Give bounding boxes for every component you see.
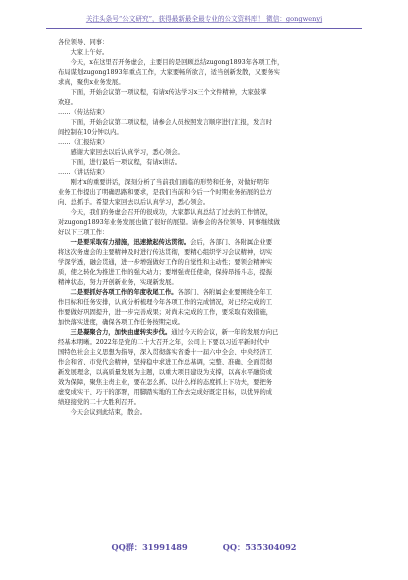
text-line: 布局谋划zugong1893年重点工作，大家要畅所欲言，适当创新发散，又要务实 <box>58 69 280 76</box>
text-line: 作目标和任务安排，认真分析梳理今年各项工作的完成情况，对已经完成的工 <box>58 299 273 306</box>
text-line: 精神状态，努力开创新业务，实现新发展。 <box>58 279 178 286</box>
qq-contact-number: QQ：535304092 <box>222 542 297 552</box>
salutation: 各位领导、同事： <box>58 39 109 46</box>
point-one-heading: 一是要采取有力措施，迅速掀起传达贯彻。 <box>70 239 191 246</box>
note-line: ……（讲话结束） <box>58 169 109 176</box>
text-line: 对zugong1893年业务发展也做了很好的展望。请参会的各位领导、同事继续做 <box>58 219 280 226</box>
text-line: 国特色社会主义思想为指导，深入贯彻落实省委十一届六中全会、中央经济工 <box>58 349 273 356</box>
text-line: 好以下三项工作： <box>58 229 109 236</box>
point-two-heading: 二是要抓好各项工作的年度收尾工作。 <box>70 289 178 296</box>
text-line: 质，使之转化为推进工作的强大动力；要增强责任使命，保持昂扬斗志，提振 <box>58 269 273 276</box>
text-line <box>58 238 354 248</box>
text-line: 加快落实进度，确保各项工作任务按期完成。 <box>58 319 184 326</box>
text-line: 向、总抓手。希望大家回去以后认真学习，悉心领会。 <box>58 199 210 206</box>
text-line: 求真，聚焦x业务发展。 <box>58 79 125 86</box>
note-line: ……（传达结束） <box>58 109 109 116</box>
text-line: 经基本明晰。2022年是党的二十大召开之年，公司上下要以习近平新时代中 <box>58 339 270 346</box>
text-line <box>58 328 354 338</box>
text-line: 作会和省、市党代会精神，坚持稳中求进工作总基调，完整、准确、全面贯彻 <box>58 359 273 366</box>
text-line: 下面，开始会议第二项议程，请参会人员按照发言顺序进行汇报，发言时 <box>70 119 272 126</box>
point-three-heading: 三是凝聚合力，加快由虚转实步伐。 <box>70 329 172 336</box>
point-two-text: 各部门、各附属企业要围绕全年工 <box>177 289 272 296</box>
text-line: 将这次务虚会的主要精神及时进行传达贯彻，要精心组织学习会议精神，切实 <box>58 249 273 256</box>
text-line <box>58 288 354 298</box>
text-line: 绩迎接党的二十大胜利召开。 <box>58 399 140 406</box>
text-line: 间控制在10分钟以内。 <box>58 129 123 136</box>
point-three-text: 通过今天的会议，新一年的发展方向已 <box>171 329 279 336</box>
text-line: 新发展理念，以高质量发展为主题，以重大项目建设为支撑，以高水平融资或 <box>58 369 273 376</box>
document-header <box>46 6 362 29</box>
text-line: 效为保障，聚焦主责主业，要在怎么抓、以什么样的态度抓上下功夫，要把务 <box>58 379 273 386</box>
text-line: 刚才x的重要讲话，深刻分析了当前我们面临的形势和任务，对做好明年 <box>70 179 270 186</box>
note-line: ……（汇报结束） <box>58 139 109 146</box>
header-promo-text: 关注头条号“公文研究”，获得最新最全最专业的公文资料库！ 微信：gongwenyj <box>85 15 323 23</box>
qq-group-number: QQ群：31991489 <box>111 542 188 552</box>
text-line: 虚变成实干、巧干的部署，用脚踏实地的工作去完成好既定目标，以优异的成 <box>58 389 273 396</box>
text-line: 作要做好巩固提升，进一步完善成果；对尚未完成的工作，要采取有效措施， <box>58 309 273 316</box>
text-line: 下面，开始会议第一项议程，有请x传达学习x三个文件精神，大家鼓掌 <box>70 89 267 96</box>
text-line: 下面，进行最后一项议程，有请x讲话。 <box>70 159 182 166</box>
text-line: 今天，x在这里召开务虚会，主要目的是回顾总结zugong1893年各项工作， <box>70 59 284 66</box>
document-footer <box>0 535 408 555</box>
point-one-text: 会后，各部门、各附属企业要 <box>190 239 272 246</box>
document-body <box>58 38 354 418</box>
closing-line: 今天会议到此结束，散会。 <box>70 409 147 416</box>
greeting: 大家上午好。 <box>70 49 109 56</box>
text-line: 感谢大家回去以后认真学习，悉心领会。 <box>70 149 184 156</box>
text-line: 业务工作提出了明确思路和要求，是我们当前和今后一个时期业务拓展的总方 <box>58 189 273 196</box>
text-line: 学深学透，融会贯通，进一步增强做好工作的自觉性和主动性；要领会精神实 <box>58 259 273 266</box>
text-line: 今天，我们的务虚会召开的很成功，大家都认真总结了过去的工作情况， <box>70 209 272 216</box>
text-line: 欢迎。 <box>58 99 77 106</box>
